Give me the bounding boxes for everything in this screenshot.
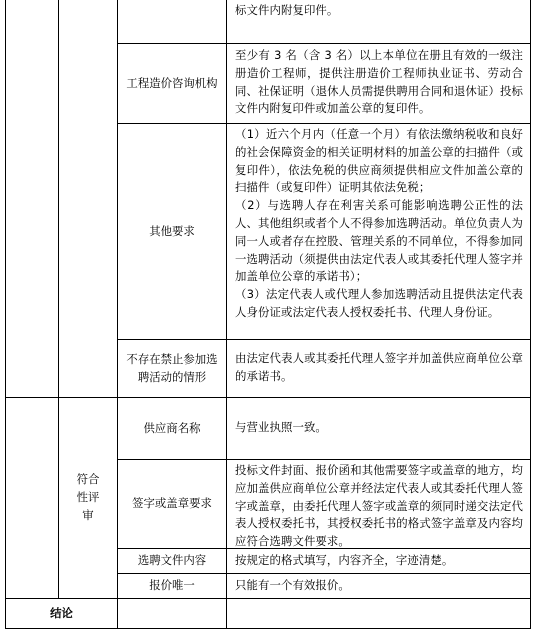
cost-consulting-label: 工程造价咨询机构 (126, 75, 218, 90)
requirement-item-1: （1）近六个月内（任意一个月）有依法缴纳税收和良好的社会保障资金的相关证明材料的加盖公章的扫描件（或复印件），依法免税的供应商须提供相应文件加盖公章的扫描件（或复印件）证明其依法免税； (235, 127, 523, 195)
signature-seal-text: 投标文件封面、报价函和其他需要签字或盖章的地方，均应加盖供应商单位公章并经法定代表人或其委托代理人签字或盖章，由委托代理人签字或盖章的须同时递交法定代表人授权委托书，其授权委托书的格式签字盖章及内容均应符合选聘文件要求。 (235, 463, 523, 549)
other-requirements-label: 其他要求 (149, 223, 195, 238)
other-requirements-text (227, 126, 530, 322)
table-right-border (530, 0, 531, 629)
cost-consulting-text: 至少有 3 名（含 3 名）以上本单位在册且有效的一级注册造价工程师，提供注册造价工程师执业证书、劳动合同、社保证明（退休人员需提供聘用合同和退休证）投标文件内附复印件或加盖公章的复印件。 (235, 48, 523, 116)
unique-quote-text: 只能有一个有效报价。 (235, 578, 350, 592)
table-left-border (5, 0, 6, 629)
no-prohibition-text: 由法定代表人或其委托代理人签字并加盖供应商单位公章的承诺书。 (235, 351, 523, 383)
unique-quote-label: 报价唯一 (149, 578, 195, 593)
requirement-item-2: （2）与选聘人存在利害关系可能影响选聘公正性的法人、其他组织或者个人不得参加选聘活动。单位负责人为同一人或者存在控股、管理关系的不同单位，不得参加同一选聘活动（须提供由法定代表人或其委托代理人签字并加盖单位公章的承诺书）； (235, 198, 523, 284)
top-remainder-text: 标文件内附复印件。 (235, 3, 339, 17)
conclusion-label: 结论 (50, 605, 73, 620)
table-bottom-border (5, 628, 531, 629)
supplier-name-text: 与营业执照一致。 (235, 420, 327, 434)
supplier-name-label: 供应商名称 (143, 420, 201, 435)
signature-seal-label: 签字或盖章要求 (132, 496, 212, 511)
requirement-item-3: （3）法定代表人或代理人参加选聘活动且提供法定代表人身份证或法定代表人授权委托书、代理人身份证。 (235, 287, 523, 319)
compliance-section-label: 符合性评审 (76, 472, 100, 522)
doc-content-label: 选聘文件内容 (137, 553, 207, 568)
no-prohibition-label: 不存在禁止参加选聘活动的情形 (126, 351, 218, 384)
doc-content-text: 按规定的格式填写，内容齐全，字迹清楚。 (235, 553, 454, 567)
